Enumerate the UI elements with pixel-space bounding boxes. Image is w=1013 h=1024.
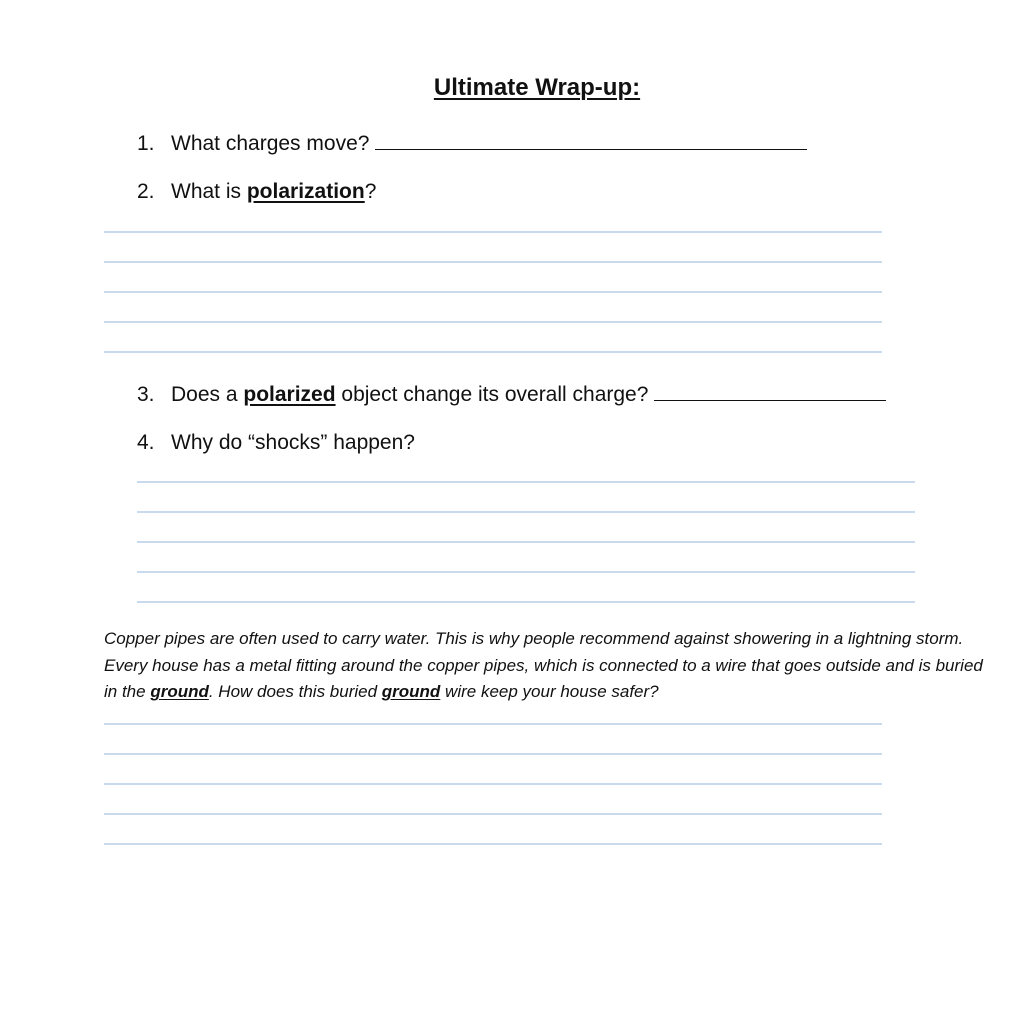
- answer-line[interactable]: [104, 291, 882, 293]
- question-text-end: ?: [364, 180, 377, 203]
- scenario-text: . How does this buried: [208, 682, 382, 701]
- question-number: 4.: [137, 431, 155, 454]
- answer-line[interactable]: [104, 783, 882, 785]
- answer-line[interactable]: [137, 541, 915, 543]
- question-4: [137, 430, 415, 456]
- question-number: 1.: [137, 132, 155, 155]
- answer-line[interactable]: [104, 321, 882, 323]
- question-text: What is: [171, 180, 247, 203]
- answer-line[interactable]: [104, 261, 882, 263]
- question-number: 2.: [137, 180, 155, 203]
- question-text-end: object change its overall charge?: [335, 383, 649, 406]
- answer-line[interactable]: [104, 231, 882, 233]
- answer-line[interactable]: [104, 813, 882, 815]
- question-keyword: polarized: [243, 383, 336, 406]
- answer-blank-3[interactable]: [654, 380, 886, 401]
- question-2: [137, 179, 376, 205]
- question-text: What charges move?: [171, 132, 370, 155]
- scenario-paragraph: [104, 626, 984, 706]
- answer-line[interactable]: [104, 843, 882, 845]
- answer-line[interactable]: [104, 351, 882, 353]
- question-text: Why do “shocks” happen?: [171, 431, 415, 454]
- question-1: [137, 129, 807, 157]
- answer-line[interactable]: [137, 511, 915, 513]
- answer-line[interactable]: [104, 723, 882, 725]
- answer-line[interactable]: [104, 753, 882, 755]
- page-title: Ultimate Wrap-up:: [433, 74, 641, 101]
- answer-blank-1[interactable]: [375, 129, 807, 150]
- scenario-keyword-ground: ground: [150, 682, 209, 701]
- question-3: [137, 380, 886, 408]
- question-number: 3.: [137, 383, 155, 406]
- answer-line[interactable]: [137, 571, 915, 573]
- answer-line[interactable]: [137, 481, 915, 483]
- answer-line[interactable]: [137, 601, 915, 603]
- scenario-keyword-ground: ground: [381, 682, 441, 701]
- question-text: Does a: [171, 383, 244, 406]
- scenario-question: wire keep your house safer?: [440, 682, 659, 701]
- question-keyword: polarization: [246, 180, 365, 203]
- scenario-text: Copper pipes are often used to carry water. This is why people recommend against showering in a lightning storm. Every house has a metal fitting around the copper pipes, which is connected to a wire that goes outside and is buried in the: [104, 629, 983, 701]
